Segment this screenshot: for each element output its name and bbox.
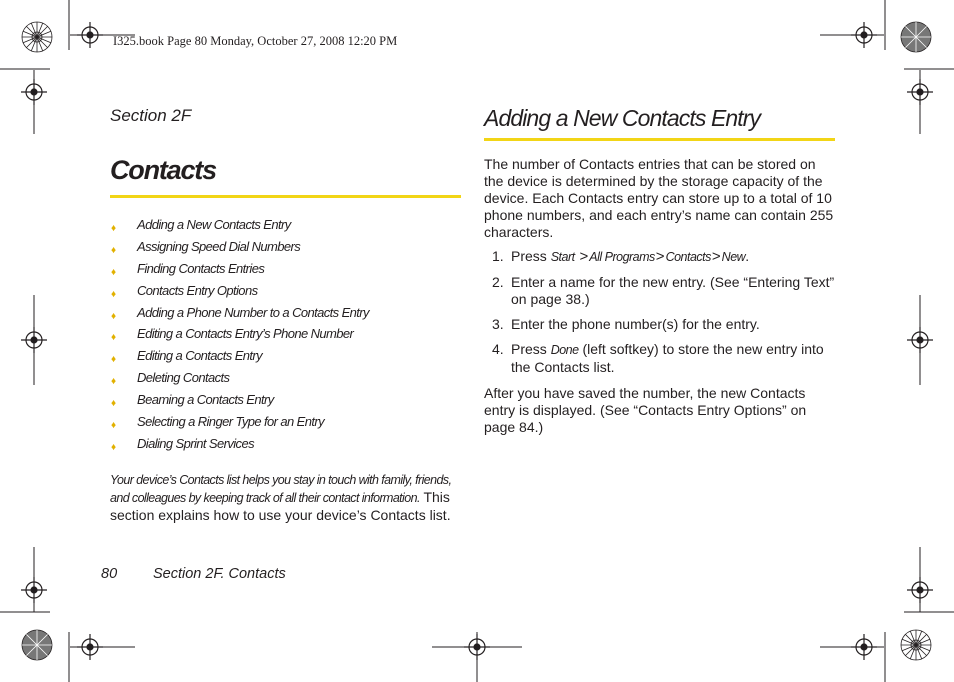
done-softkey-label: Done (550, 343, 579, 357)
footer-section: Section 2F. Contacts (153, 566, 286, 582)
all-programs-label: All Programs (589, 250, 655, 264)
step-text: Enter the phone number(s) for the entry. (511, 316, 760, 332)
closing-paragraph: After you have saved the number, the new Contacts entry is displayed. (See “Contacts Entry Options” on page 84.) (484, 385, 807, 435)
diamond-bullet-icon: ♦ (111, 310, 117, 322)
intro-italic: Your device’s Contacts list helps you stay in touch with family, friends, and colleagues by keeping track of all their contact information. (110, 473, 452, 505)
step-item (484, 274, 836, 308)
diamond-bullet-icon: ♦ (111, 441, 117, 453)
step-number: 3. (492, 316, 504, 332)
path-separator: > (711, 248, 721, 265)
new-label: New (721, 250, 746, 264)
toc-item[interactable]: ♦ Editing a Contacts Entry’s Phone Number (110, 325, 460, 347)
section-toc (110, 216, 460, 457)
toc-item[interactable]: ♦ Adding a New Contacts Entry (110, 216, 460, 238)
start-menu-label: Start (550, 250, 575, 264)
subsection-title: Adding a New Contacts Entry (484, 105, 761, 131)
step-item (484, 248, 836, 266)
steps-list (484, 248, 836, 384)
toc-item[interactable]: ♦ Beaming a Contacts Entry (110, 391, 460, 413)
page-title: Contacts (110, 155, 216, 185)
toc-item[interactable]: ♦ Editing a Contacts Entry (110, 347, 460, 369)
intro-paragraph (110, 471, 455, 524)
step-number: 4. (492, 341, 504, 357)
diamond-bullet-icon: ♦ (111, 223, 117, 234)
toc-item[interactable]: ♦ Deleting Contacts (110, 369, 460, 391)
toc-item[interactable]: ♦ Contacts Entry Options (110, 282, 460, 304)
title-rule (110, 195, 461, 198)
step-text: Press (511, 341, 551, 357)
page-number: 80 (101, 566, 118, 582)
toc-item[interactable]: ♦ Selecting a Ringer Type for an Entry (110, 413, 460, 435)
diamond-bullet-icon: ♦ (111, 332, 117, 344)
contacts-label: Contacts (665, 250, 711, 264)
step-text: (left softkey) to store the new entry into the Contacts list. (511, 341, 824, 375)
path-separator: > (579, 248, 589, 265)
subsection-rule (484, 138, 835, 141)
diamond-bullet-icon: ♦ (111, 266, 117, 278)
toc-item[interactable]: ♦ Dialing Sprint Services (110, 435, 460, 457)
diamond-bullet-icon: ♦ (111, 244, 117, 256)
step-text: Enter a name for the new entry. (See “Entering Text” on page 38.) (511, 274, 835, 307)
step-end: . (745, 248, 750, 264)
step-item (484, 341, 836, 376)
step-number: 1. (492, 248, 504, 264)
path-separator: > (655, 248, 665, 265)
diamond-bullet-icon: ♦ (111, 354, 117, 366)
diamond-bullet-icon: ♦ (111, 398, 117, 410)
section-label: Section 2F (110, 106, 192, 125)
step-text: Press (511, 248, 551, 264)
toc-item[interactable]: ♦ Adding a Phone Number to a Contacts Entry (110, 304, 460, 326)
intro-rest: This section explains how to use your device’s Contacts list. (110, 489, 451, 523)
toc-item[interactable]: ♦ Assigning Speed Dial Numbers (110, 238, 460, 260)
step-item (484, 316, 836, 333)
diamond-bullet-icon: ♦ (111, 376, 117, 388)
toc-item[interactable]: ♦ Finding Contacts Entries (110, 260, 460, 282)
body-paragraph: The number of Contacts entries that can be stored on the device is determined by the storage capacity of the device. Each Contacts entry can store up to a total of 10 phone numbers, and each entry’s name can contain 255 characters. (484, 156, 834, 240)
diamond-bullet-icon: ♦ (111, 288, 117, 300)
print-slug: I325.book Page 80 Monday, October 27, 2008 12:20 PM (113, 34, 398, 48)
step-number: 2. (492, 274, 504, 290)
diamond-bullet-icon: ♦ (111, 420, 117, 432)
